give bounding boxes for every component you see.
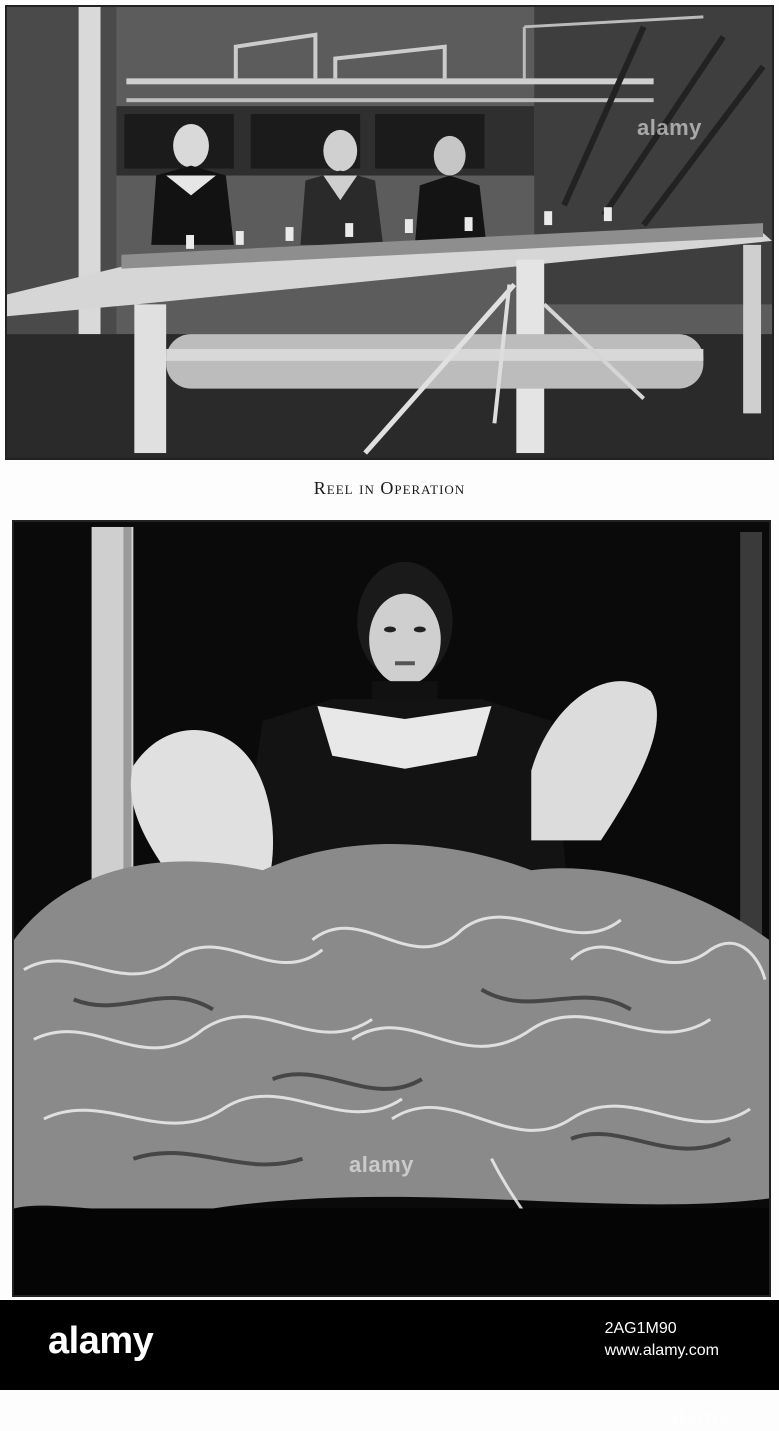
stock-photo-footer <box>0 1300 779 1390</box>
watermark-text: alamy <box>637 115 702 140</box>
site-url: www.alamy.com <box>604 1342 719 1359</box>
watermark-text: alamy <box>666 1405 731 1430</box>
image-id: 2AG1M90 <box>604 1320 677 1337</box>
photo-caption: Reel in Operation <box>313 478 466 498</box>
reel-machine-illustration <box>7 7 772 458</box>
top-photograph <box>5 5 774 460</box>
woman-with-fibres-illustration <box>14 522 769 1295</box>
image-id-block <box>605 1318 719 1362</box>
alamy-logo: alamy <box>48 1320 154 1362</box>
watermark-text: alamy <box>349 1152 414 1177</box>
